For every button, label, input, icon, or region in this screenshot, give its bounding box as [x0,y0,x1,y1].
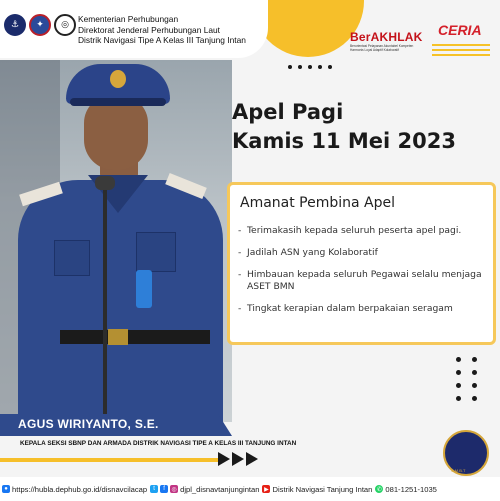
whatsapp-icon: ✆ [376,486,382,493]
ministry-logo-icon: ⚓ [4,14,26,36]
id-card [136,270,152,308]
event-date: Kamis 11 Mei 2023 [232,129,456,153]
facebook-icon: f [160,485,168,493]
social-handle: djpl_disnavtanjungintan [180,484,260,494]
smbt-logo-icon [443,430,489,476]
event-title [232,98,456,156]
amanat-item: - Himbauan kepada seluruh Pegawai selalu menjaga ASET BMN [238,269,490,293]
twitter-icon: t [150,485,158,493]
amanat-item: - Terimakasih kepada seluruh peserta apel pagi. [238,225,490,237]
cap-badge-icon [110,70,126,88]
speaker-name: AGUS WIRIYANTO, S.E. [18,417,159,431]
disnav-logo-icon: ◎ [54,14,76,36]
logo-group [4,14,76,36]
phone-number: 081-1251-1035 [385,484,437,494]
berakhlak-tagline: Berorientasi Pelayanan Akuntabel Kompeten Harmonis Loyal Adaptif Kolaboratif [350,44,414,52]
decor-yellow-circle [252,0,364,57]
speaker-uniform [18,180,223,430]
uniform-pocket-left [54,240,90,276]
microphone-icon [95,176,115,190]
org-line-2: Direktorat Jenderal Perhubungan Laut [78,24,221,35]
arrow-icon [218,452,230,466]
amanat-box [227,182,496,345]
belt-buckle [108,329,128,345]
decor-arrows [218,452,258,466]
whatsapp-link[interactable] [375,485,437,494]
website-url: https://hubla.dephub.go.id/disnavcilacap [12,484,148,494]
org-name [78,14,246,46]
header-bar [0,0,268,58]
youtube-channel: Distrik Navigasi Tanjung Intan [272,484,373,494]
amanat-heading: Amanat Pembina Apel [240,195,396,211]
hubla-logo-icon: ✦ [29,14,51,36]
speaker-position: KEPALA SEKSI SBNP DAN ARMADA DISTRIK NAVIGASI TIPE A KELAS III TANJUNG INTAN [20,440,297,447]
smbt-label: S.M.B.T [451,468,466,473]
org-line-1: Kementerian Perhubungan [78,14,179,24]
social-link[interactable] [150,485,259,494]
org-line-3: Distrik Navigasi Tipe A Kelas III Tanjung Intan [78,35,246,45]
cap-brim [70,98,166,106]
amanat-item: - Tingkat kerapian dalam berpakaian seragam [238,303,490,315]
decor-dots-row [288,65,332,69]
belt [60,330,210,344]
ceria-decor-lines [432,44,490,59]
speaker-face [84,95,148,170]
uniform-pocket-right [136,232,176,272]
decor-dots-grid [456,357,478,401]
arrow-icon [232,452,244,466]
berakhlak-logo: BerAKHLAK [350,30,423,44]
amanat-list [238,225,490,325]
arrow-icon [246,452,258,466]
decor-yellow-line [0,458,218,462]
microphone-stand [103,182,107,418]
footer-contacts [0,477,500,501]
amanat-item: - Jadilah ASN yang Kolaboratif [238,247,490,259]
website-link[interactable] [2,485,147,494]
ceria-logo: CERIA [438,22,482,38]
event-title-line-1: Apel Pagi [232,100,344,124]
instagram-icon: ◎ [171,486,177,493]
youtube-icon: ▶ [264,486,269,493]
globe-icon: ● [2,485,10,493]
youtube-link[interactable] [262,485,372,494]
